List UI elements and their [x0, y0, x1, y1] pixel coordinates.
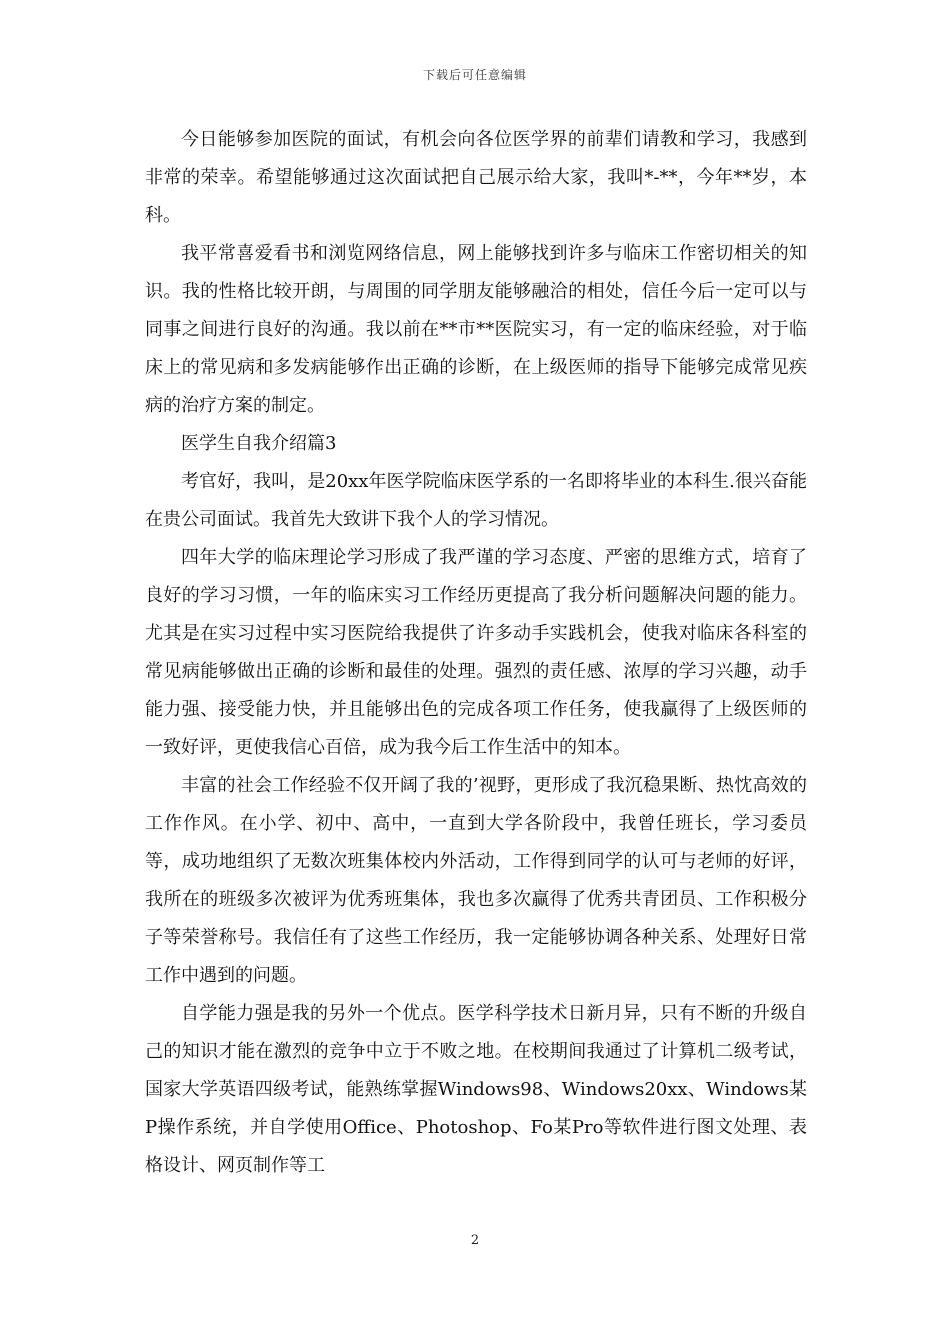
paragraph-hobbies-personality: 我平常喜爱看书和浏览网络信息，网上能够找到许多与临床工作密切相关的知识。我的性格比较开朗，与周围的同学朋友能够融洽的相处，信任今后一定可以与同事之间进行良好的沟通。我以前在**市**医院实习，有一定的临床经验，对于临床上的常见病和多发病能够作出正确的诊断，在上级医师的指导下能够完成常见疾病的治疗方案的制定。	[145, 243, 807, 416]
paragraph-greeting: 考官好，我叫，是20xx年医学院临床医学系的一名即将毕业的本科生.很兴奋能在贵公司面试。我首先大致讲下我个人的学习情况。	[145, 471, 807, 530]
paragraph-interview-intro: 今日能够参加医院的面试，有机会向各位医学界的前辈们请教和学习，我感到非常的荣幸。希望能够通过这次面试把自己展示给大家，我叫*-**，今年**岁，本科。	[145, 129, 807, 226]
paragraph-self-learning: 自学能力强是我的另外一个优点。医学科学技术日新月异，只有不断的升级自己的知识才能在激烈的竞争中立于不败之地。在校期间我通过了计算机二级考试，国家大学英语四级考试，能熟练掌握Windows98、Windows20xx、Windows某P操作系统，并自学使用Office、Photoshop、Fo某Pro等软件进行图文处理、表格设计、网页制作等工	[145, 1003, 807, 1176]
paragraph-social-experience: 丰富的社会工作经验不仅开阔了我的’视野，更形成了我沉稳果断、热忱高效的工作作风。在小学、初中、高中，一直到大学各阶段中，我曾任班长，学习委员等，成功地组织了无数次班集体校内外活动，工作得到同学的认可与老师的好评，我所在的班级多次被评为优秀班集体，我也多次赢得了优秀共青团员、工作积极分子等荣誉称号。我信任有了这些工作经历，我一定能够协调各种关系、处理好日常工作中遇到的问题。	[145, 775, 807, 986]
document-body	[145, 121, 807, 1185]
page-header: 下载后可任意编辑	[422, 68, 527, 82]
section-heading: 医学生自我介绍篇3	[181, 433, 337, 454]
page-number: 2	[470, 1233, 480, 1248]
paragraph-study: 四年大学的临床理论学习形成了我严谨的学习态度、严密的思维方式，培育了良好的学习习惯，一年的临床实习工作经历更提高了我分析问题解决问题的能力。尤其是在实习过程中实习医院给我提供了许多动手实践机会，使我对临床各科室的常见病能够做出正确的诊断和最佳的处理。强烈的责任感、浓厚的学习兴趣，动手能力强、接受能力快，并且能够出色的完成各项工作任务，使我赢得了上级医师的一致好评，更使我信心百倍，成为我今后工作生活中的知本。	[145, 547, 807, 758]
